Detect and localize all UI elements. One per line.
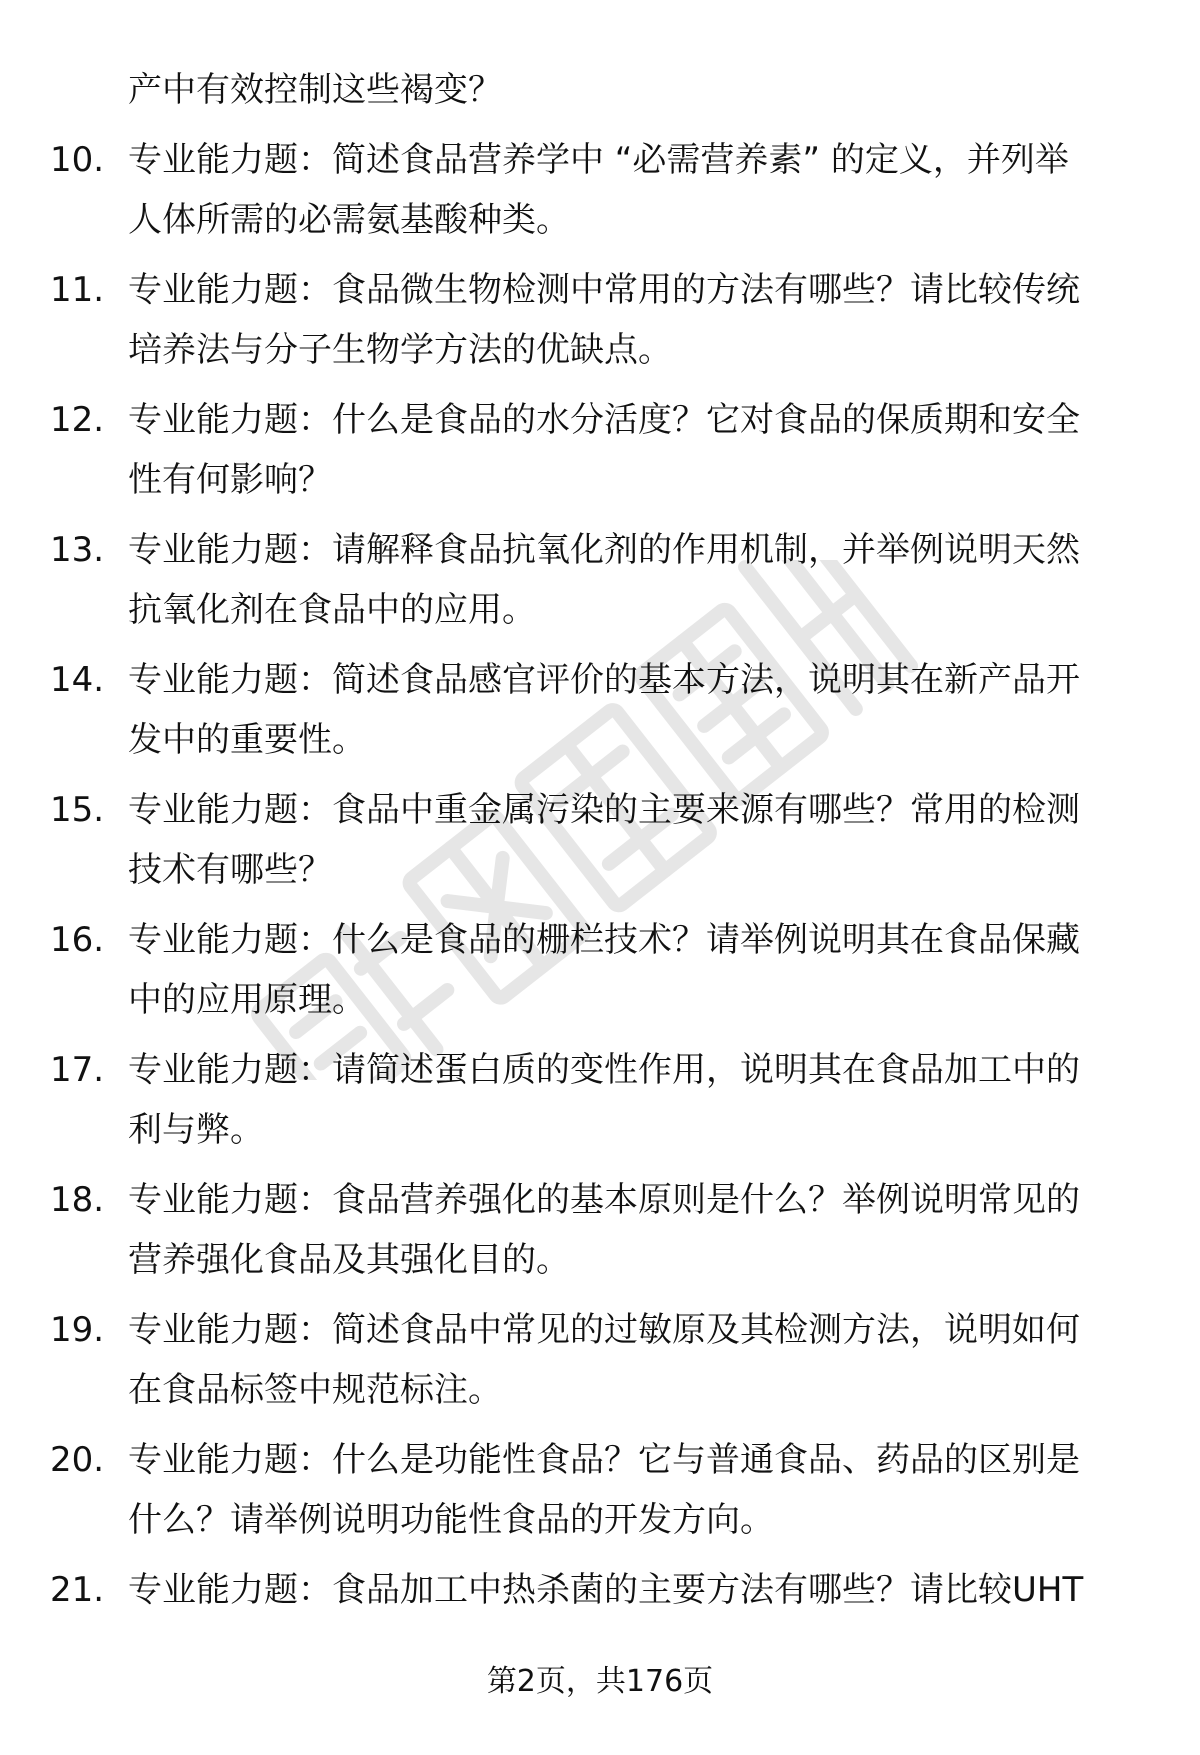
question-text-line: 专业能力题：请简述蛋白质的变性作用，说明其在食品加工中的: [128, 1050, 1080, 1090]
question-text-line: 培养法与分子生物学方法的优缺点。: [128, 330, 672, 370]
question-text-line: 专业能力题：食品加工中热杀菌的主要方法有哪些？请比较UHT: [128, 1570, 1084, 1610]
question-number: 13.: [50, 530, 105, 570]
question-text: [128, 780, 1138, 900]
question-text-line: 专业能力题：食品营养强化的基本原则是什么？举例说明常见的: [128, 1180, 1080, 1220]
question-text-line: 专业能力题：简述食品中常见的过敏原及其检测方法，说明如何: [128, 1310, 1080, 1350]
question-text-line: 专业能力题：什么是食品的水分活度？它对食品的保质期和安全: [128, 400, 1080, 440]
question-number: 12.: [50, 400, 105, 440]
question-text-line: 营养强化食品及其强化目的。: [128, 1240, 570, 1280]
question-text-line: 专业能力题：什么是功能性食品？它与普通食品、药品的区别是: [128, 1440, 1080, 1480]
question-text: [128, 390, 1138, 510]
question-text-line: 专业能力题：简述食品营养学中 “必需营养素” 的定义，并列举: [128, 140, 1069, 180]
question-text-line: 发中的重要性。: [128, 720, 366, 760]
question-text-line: 在食品标签中规范标注。: [128, 1370, 502, 1410]
question-text: [128, 910, 1138, 1030]
question-number: 19.: [50, 1310, 105, 1350]
question-number: 11.: [50, 270, 105, 310]
page-footer: 第2页，共176页: [486, 1664, 714, 1699]
question-text-line: 专业能力题：请解释食品抗氧化剂的作用机制，并举例说明天然: [128, 530, 1080, 570]
question-text: [128, 520, 1138, 640]
question-text-line: 抗氧化剂在食品中的应用。: [128, 590, 536, 630]
question-text-line: 专业能力题：食品中重金属污染的主要来源有哪些？常用的检测: [128, 790, 1080, 830]
question-number: 16.: [50, 920, 105, 960]
question-text-line: 中的应用原理。: [128, 980, 366, 1020]
question-text-line: 人体所需的必需氨基酸种类。: [128, 200, 570, 240]
question-text: [128, 1430, 1138, 1550]
continuation-line: 产中有效控制这些褐变？: [128, 70, 502, 110]
question-text-line: 技术有哪些？: [128, 850, 332, 890]
question-text: [128, 1560, 1138, 1620]
question-text: [128, 260, 1138, 380]
question-text: [128, 650, 1138, 770]
question-text: [128, 1170, 1138, 1290]
question-text-line: 利与弊。: [128, 1110, 264, 1150]
question-number: 14.: [50, 660, 105, 700]
question-number: 10.: [50, 140, 105, 180]
question-number: 20.: [50, 1440, 105, 1480]
question-text-line: 专业能力题：简述食品感官评价的基本方法，说明其在新产品开: [128, 660, 1080, 700]
question-number: 21.: [50, 1570, 105, 1610]
question-number: 17.: [50, 1050, 105, 1090]
question-text: [128, 130, 1138, 250]
question-number: 18.: [50, 1180, 105, 1220]
question-text: [128, 1040, 1138, 1160]
question-text-line: 什么？请举例说明功能性食品的开发方向。: [128, 1500, 774, 1540]
question-text-line: 专业能力题：食品微生物检测中常用的方法有哪些？请比较传统: [128, 270, 1080, 310]
question-text-line: 性有何影响？: [128, 460, 332, 500]
question-text: [128, 1300, 1138, 1420]
question-text-line: 专业能力题：什么是食品的栅栏技术？请举例说明其在食品保藏: [128, 920, 1080, 960]
question-number: 15.: [50, 790, 105, 830]
